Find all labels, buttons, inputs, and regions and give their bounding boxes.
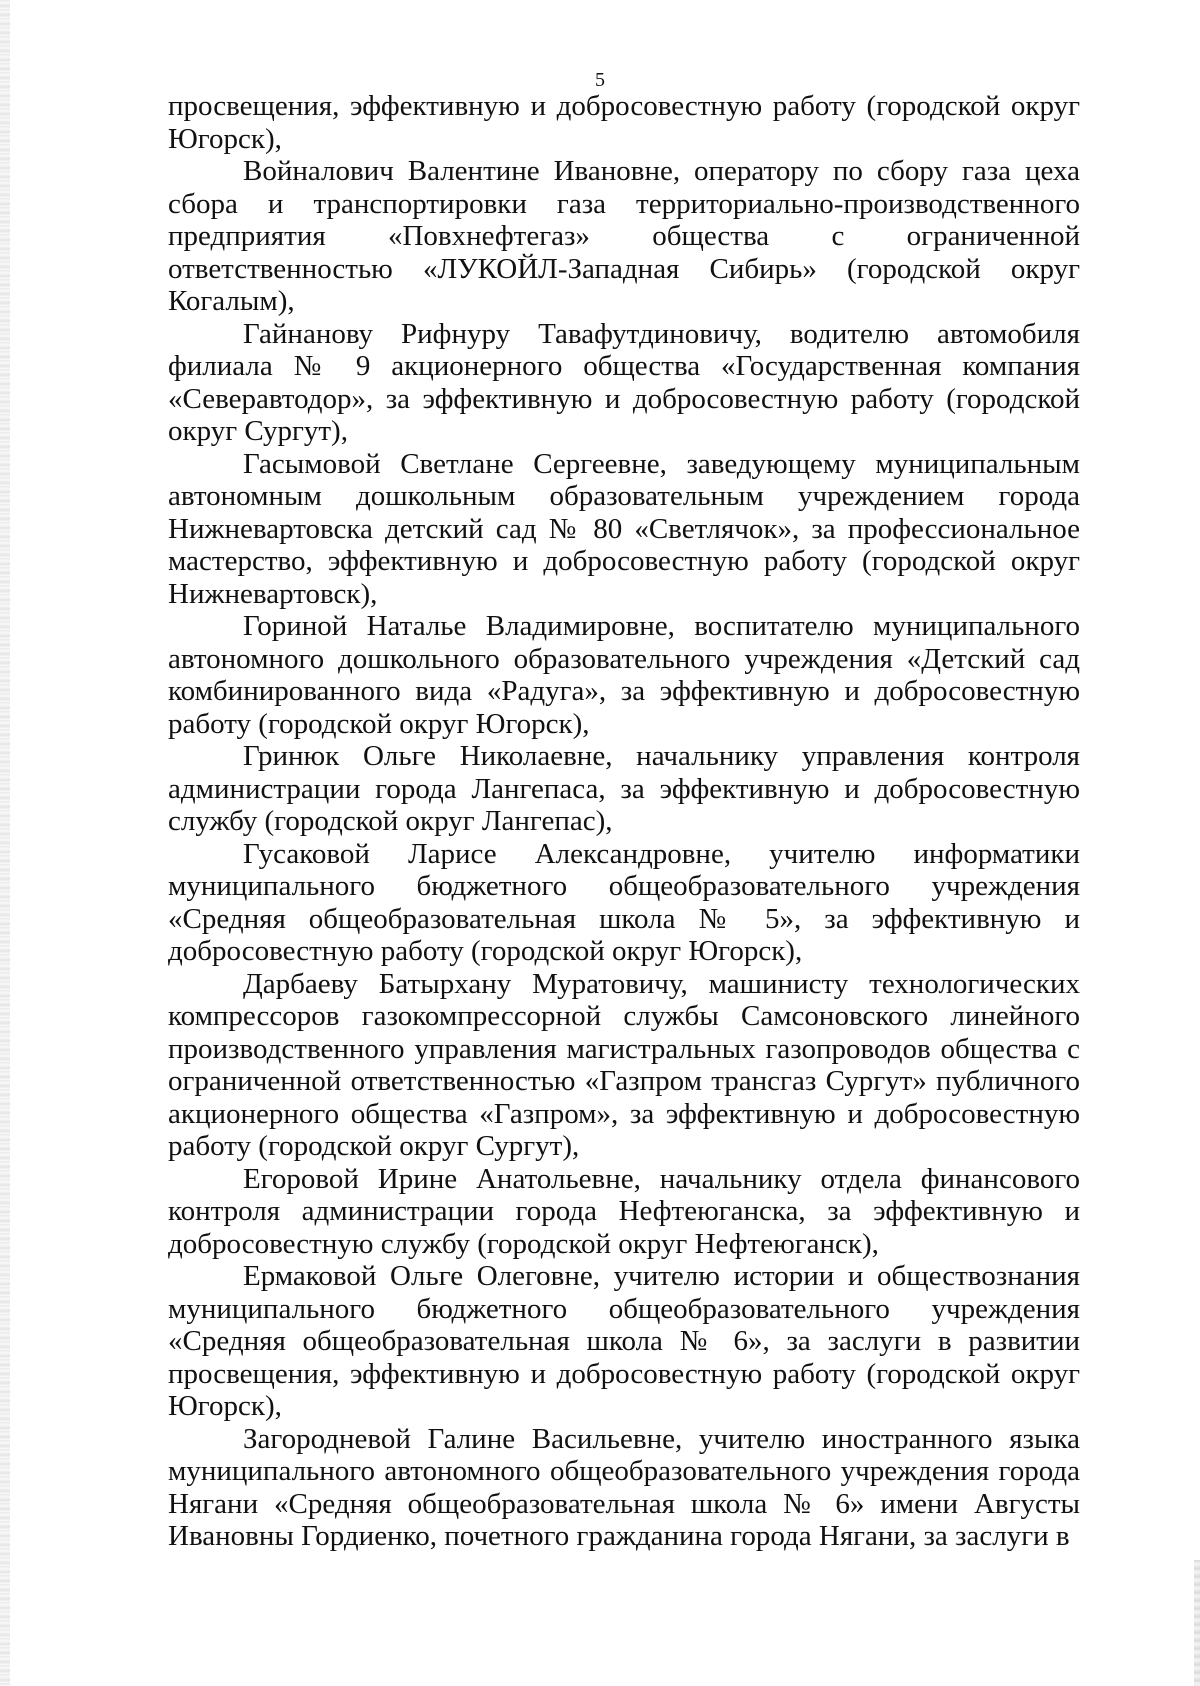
scan-edge-left — [0, 0, 10, 1686]
paragraph-egorova: Егоровой Ирине Анатольевне, начальнику отдела финансового контроля администрации города Нефтеюганска, за эффективную и добросовестную службу (городской округ Нефтеюганск), — [168, 1162, 1080, 1260]
paragraph-gasymova: Гасымовой Светлане Сергеевне, заведующему муниципальным автономным дошкольным образовательным учреждением города Нижневартовска детский сад № 80 «Светлячок», за профессиональное мастерство, эффективную и добросовестную работу (городской округ Нижневартовск), — [168, 447, 1080, 610]
scan-edge-right — [1194, 1560, 1200, 1686]
paragraph-ermakova: Ермаковой Ольге Олеговне, учителю истории и обществознания муниципального бюджетного общеобразовательного учреждения «Средняя общеобразовательная школа № 6», за заслуги в развитии просвещения, эффективную и добросовестную работу (городской округ Югорск), — [168, 1260, 1080, 1422]
paragraph-grinyuk: Гринюк Ольге Николаевне, начальнику управления контроля администрации города Лангепаса, за эффективную и добросовестную службу (городской округ Лангепас), — [168, 740, 1080, 837]
paragraph-zagorodneva: Загородневой Галине Васильевне, учителю иностранного языка муниципального автономного общеобразовательного учреждения города Нягани «Средняя общеобразовательная школа № 6» имени Августы Ивановны Гордиенко, почетного гражданина города Нягани, за заслуги в — [168, 1422, 1080, 1552]
paragraph-voinalovich: Войналович Валентине Ивановне, оператору по сбору газа цеха сбора и транспортировки газа территориально-производственного предприятия «Повхнефтегаз» общества с ограниченной ответственностью «ЛУКОЙЛ-Западная Сибирь» (городской округ Когалым), — [168, 155, 1080, 317]
paragraph-continuation: просвещения, эффективную и добросовестную работу (городской округ Югорск), — [168, 90, 1080, 155]
paragraph-darbaev: Дарбаеву Батырхану Муратовичу, машинисту технологических компрессоров газокомпрессорной службы Самсоновского линейного производственного управления магистральных газопроводов общества с ограниченной ответственностью «Газпром трансгаз Сургут» публичного акционерного общества «Газпром», за эффективную и добросовестную работу (городской округ Сургут), — [168, 967, 1080, 1162]
page-number: 5 — [595, 69, 605, 91]
paragraph-gorina: Гориной Наталье Владимировне, воспитателю муниципального автономного дошкольного образовательного учреждения «Детский сад комбинированного вида «Радуга», за эффективную и добросовестную работу (городской округ Югорск), — [168, 610, 1080, 740]
document-body — [168, 90, 1080, 1553]
paragraph-gainanov: Гайнанову Рифнуру Тавафутдиновичу, водителю автомобиля филиала № 9 акционерного общества «Государственная компания «Северавтодор», за эффективную и добросовестную работу (городской округ Сургут), — [168, 317, 1080, 447]
paragraph-gusakova: Гусаковой Ларисе Александровне, учителю информатики муниципального бюджетного общеобразовательного учреждения «Средняя общеобразовательная школа № 5», за эффективную и добросовестную работу (городской округ Югорск), — [168, 837, 1080, 967]
